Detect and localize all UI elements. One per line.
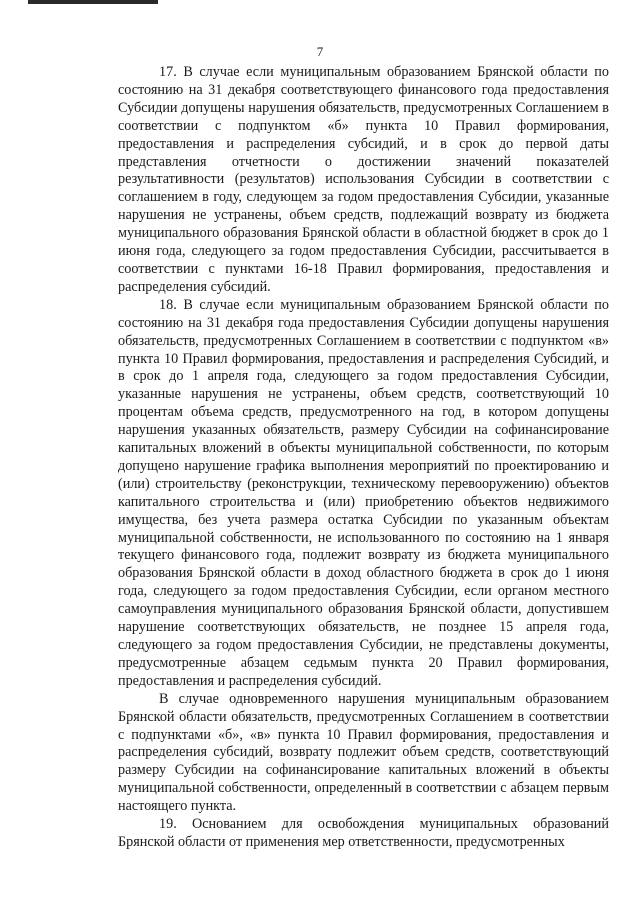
paragraph-17: 17. В случае если муниципальным образованием Брянской области по состоянию на 31 декабря соответствующего финансового года предоставления Субсидии допущены нарушения обязательств, предусмотренных Соглашением в соответствии с подпунктом «б» пункта 10 Правил формирования, предоставления и распределения субсидий, и в срок до первой даты представления отчетности о достижении значений показателей результативности (результатов) использования Субсидии в соответствии с соглашением в году, следующем за годом предоставления Субсидии, указанные нарушения не устранены, объем средств, подлежащий возврату из бюджета муниципального образования Брянской области в областной бюджет в срок до 1 июня года, следующего за годом предоставления Субсидии, рассчитывается в соответствии с пунктами 16-18 Правил формирования, предоставления и распределения субсидий. (118, 64, 609, 295)
top-border-line (28, 0, 158, 4)
paragraph-18: 18. В случае если муниципальным образованием Брянской области по состоянию на 31 декабря года предоставления Субсидии допущены нарушения обязательств, предусмотренных Соглашением в соответствии с подпунктом «в» пункта 10 Правил формирования, предоставления и распределения Субсидий, и в срок до 1 апреля года, следующего за годом предоставления Субсидии, указанные нарушения не устранены, объем средств, соответствующий 10 процентам объема средств, предусмотренного на год, в котором допущены нарушения указанных обязательств, размеру Субсидии на софинансирование капитальных вложений в объекты муниципальной собственности, по которым допущено нарушение графика выполнения мероприятий по проектированию и (или) строительству (реконструкции, техническому перевооружению) объектов капитального строительства и (или) приобретению объектов недвижимого имущества, без учета размера остатка Субсидии по указанным объектам муниципальной собственности, не использованного по состоянию на 1 января текущего финансового года, подлежит возврату из бюджета муниципального образования Брянской области в доход областного бюджета в срок до 1 июня года, следующего за годом предоставления Субсидии, если органом местного самоуправления муниципального образования Брянской области, допустившем нарушение соответствующих обязательств, не позднее 15 апреля года, следующего за годом предоставления Субсидии, не представлены документы, предусмотренные абзацем седьмым пункта 20 Правил формирования, предоставления и распределения субсидий. (118, 296, 609, 689)
page-number: 7 (316, 44, 324, 59)
paragraph-19: 19. Основанием для освобождения муниципальных образований Брянской области от применения мер ответственности, предусмотренных (118, 816, 609, 850)
document-body (118, 64, 609, 852)
paragraph-18-continued: В случае одновременного нарушения муниципальным образованием Брянской области обязательств, предусмотренных Соглашением в соответствии с подпунктами «б», «в» пункта 10 Правил формирования, предоставления и распределения субсидий, возврату подлежит объем средств, соответствующий размеру Субсидии на софинансирование капитальных вложений в объекты муниципальной собственности, определенный в соответствии с абзацем первым настоящего пункта. (118, 690, 609, 815)
